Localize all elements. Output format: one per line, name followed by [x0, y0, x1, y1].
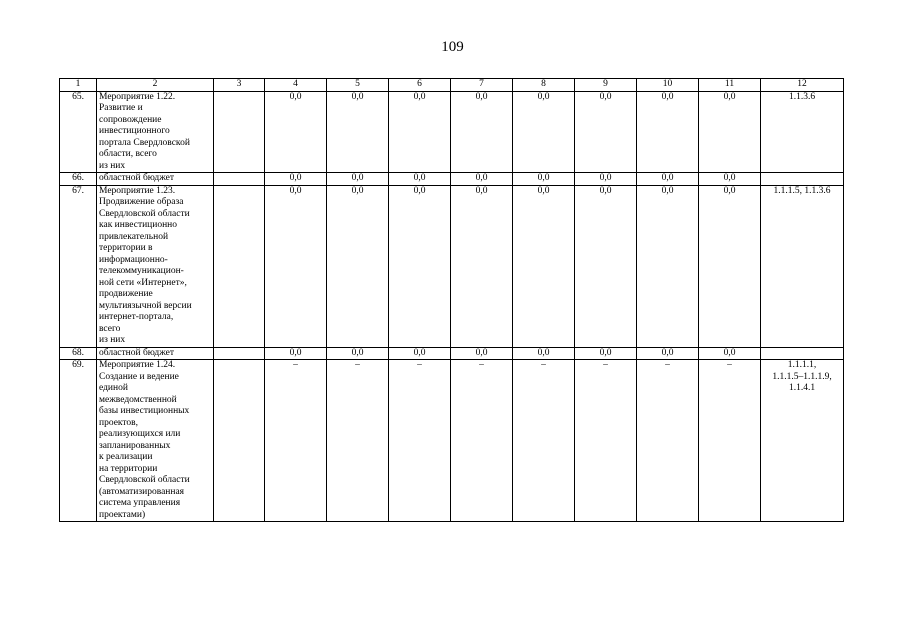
- target-indicator-cell: [761, 91, 844, 173]
- value-cell: –: [575, 360, 637, 522]
- value-cell: 0,0: [513, 173, 575, 186]
- row-name-line: как инвестиционно: [99, 220, 178, 230]
- row-name-line: к реализации: [99, 452, 153, 462]
- col3-cell: [214, 347, 265, 360]
- value-cell: 0,0: [327, 173, 389, 186]
- row-name-cell: [97, 173, 214, 186]
- page-number: 109: [441, 39, 464, 55]
- row-name-line: Мероприятие 1.22.: [99, 91, 176, 102]
- table-row: [60, 91, 844, 173]
- header-cell: 8: [513, 79, 575, 92]
- table-header-row: [60, 79, 844, 92]
- value-cell: 0,0: [637, 173, 699, 186]
- row-name-cell: [97, 91, 214, 173]
- header-cell: 12: [761, 79, 844, 92]
- col3-cell: [214, 185, 265, 347]
- value-cell: 0,0: [327, 185, 389, 347]
- row-name-line: сопровождение: [99, 114, 162, 125]
- row-name-line: Мероприятие 1.23.: [99, 185, 176, 196]
- row-name-line: привлекательной: [99, 231, 169, 242]
- target-indicator-cell: [761, 173, 844, 186]
- value-cell: 0,0: [575, 347, 637, 360]
- row-number-cell: 66.: [60, 173, 97, 186]
- header-cell: 3: [214, 79, 265, 92]
- value-cell: –: [451, 360, 513, 522]
- row-name-line: территории в: [99, 243, 153, 253]
- value-cell: 0,0: [265, 173, 327, 186]
- value-cell: 0,0: [513, 185, 575, 347]
- row-name-line: Свердловской области: [99, 475, 190, 485]
- target-indicator-line: 1.1.3.6: [788, 91, 816, 102]
- row-name-line: телекоммуникацион-: [99, 266, 184, 276]
- row-name-line: Продвижение образа: [99, 197, 184, 207]
- header-cell: 6: [389, 79, 451, 92]
- header-cell: 5: [327, 79, 389, 92]
- target-indicator-line: 1.1.1.5, 1.1.3.6: [773, 185, 831, 196]
- row-name-line: областной бюджет: [99, 173, 175, 183]
- value-cell: 0,0: [637, 91, 699, 173]
- table-row: [60, 185, 844, 347]
- value-cell: 0,0: [389, 185, 451, 347]
- row-name-line: всего: [99, 323, 121, 334]
- value-cell: 0,0: [265, 91, 327, 173]
- header-cell: 11: [699, 79, 761, 92]
- target-indicator-line: 1.1.1.5–1.1.1.9,: [772, 371, 832, 382]
- value-cell: 0,0: [327, 91, 389, 173]
- row-number-cell: 67.: [60, 185, 97, 347]
- col3-cell: [214, 91, 265, 173]
- value-cell: 0,0: [699, 91, 761, 173]
- target-indicator-cell: [761, 360, 844, 522]
- row-name-line: реализующихся или: [99, 429, 181, 439]
- row-name-line: запланированных: [99, 440, 171, 451]
- row-name-line: Мероприятие 1.24.: [99, 360, 176, 370]
- row-name-line: интернет-портала,: [99, 312, 174, 322]
- value-cell: 0,0: [513, 91, 575, 173]
- row-name-line: ной сети «Интернет»,: [99, 277, 187, 288]
- value-cell: –: [389, 360, 451, 522]
- row-name-line: Создание и ведение: [99, 371, 179, 382]
- target-indicator-line: 1.1.1.1,: [787, 360, 817, 370]
- table-row: [60, 173, 844, 186]
- row-name-line: инвестиционного: [99, 126, 170, 136]
- value-cell: 0,0: [265, 347, 327, 360]
- header-cell: 9: [575, 79, 637, 92]
- value-cell: 0,0: [699, 173, 761, 186]
- value-cell: 0,0: [451, 173, 513, 186]
- row-name-line: Развитие и: [99, 103, 143, 113]
- value-cell: 0,0: [389, 347, 451, 360]
- target-indicator-cell: [761, 347, 844, 360]
- header-cell: 7: [451, 79, 513, 92]
- value-cell: –: [265, 360, 327, 522]
- table-row: [60, 360, 844, 522]
- target-indicator-cell: [761, 185, 844, 347]
- value-cell: 0,0: [575, 91, 637, 173]
- value-cell: 0,0: [451, 347, 513, 360]
- table-row: [60, 347, 844, 360]
- row-name-line: система управления: [99, 498, 181, 508]
- col3-cell: [214, 173, 265, 186]
- col3-cell: [214, 360, 265, 522]
- value-cell: –: [699, 360, 761, 522]
- value-cell: 0,0: [699, 185, 761, 347]
- row-name-line: Свердловской области: [99, 208, 190, 219]
- row-number-cell: 65.: [60, 91, 97, 173]
- budget-table: [59, 78, 844, 522]
- value-cell: 0,0: [451, 185, 513, 347]
- row-name-line: базы инвестиционных: [99, 406, 190, 416]
- row-name-line: из них: [99, 335, 126, 345]
- value-cell: 0,0: [513, 347, 575, 360]
- row-number-cell: 69.: [60, 360, 97, 522]
- value-cell: 0,0: [389, 173, 451, 186]
- row-name-line: продвижение: [99, 289, 153, 299]
- value-cell: 0,0: [637, 185, 699, 347]
- row-name-line: областной бюджет: [99, 347, 175, 358]
- row-name-line: мультиязычной версии: [99, 300, 192, 311]
- target-indicator-line: 1.1.4.1: [788, 383, 816, 393]
- row-name-line: проектов,: [99, 417, 139, 428]
- value-cell: –: [327, 360, 389, 522]
- row-number-cell: 68.: [60, 347, 97, 360]
- row-name-line: (автоматизированная: [99, 486, 185, 497]
- value-cell: 0,0: [389, 91, 451, 173]
- value-cell: 0,0: [575, 173, 637, 186]
- row-name-cell: [97, 360, 214, 522]
- value-cell: 0,0: [265, 185, 327, 347]
- value-cell: –: [513, 360, 575, 522]
- row-name-cell: [97, 347, 214, 360]
- row-name-cell: [97, 185, 214, 347]
- row-name-line: из них: [99, 160, 126, 171]
- row-name-line: на территории: [99, 463, 158, 474]
- header-cell: 10: [637, 79, 699, 92]
- header-cell: 2: [97, 79, 214, 92]
- value-cell: 0,0: [327, 347, 389, 360]
- row-name-line: проектами): [99, 509, 146, 520]
- header-cell: 4: [265, 79, 327, 92]
- row-name-line: области, всего: [99, 149, 157, 159]
- row-name-line: единой: [99, 383, 128, 393]
- header-cell: 1: [60, 79, 97, 92]
- value-cell: –: [637, 360, 699, 522]
- row-name-line: межведомственной: [99, 394, 177, 405]
- row-name-line: портала Свердловской: [99, 137, 190, 148]
- value-cell: 0,0: [637, 347, 699, 360]
- value-cell: 0,0: [575, 185, 637, 347]
- value-cell: 0,0: [699, 347, 761, 360]
- row-name-line: информационно-: [99, 254, 168, 265]
- value-cell: 0,0: [451, 91, 513, 173]
